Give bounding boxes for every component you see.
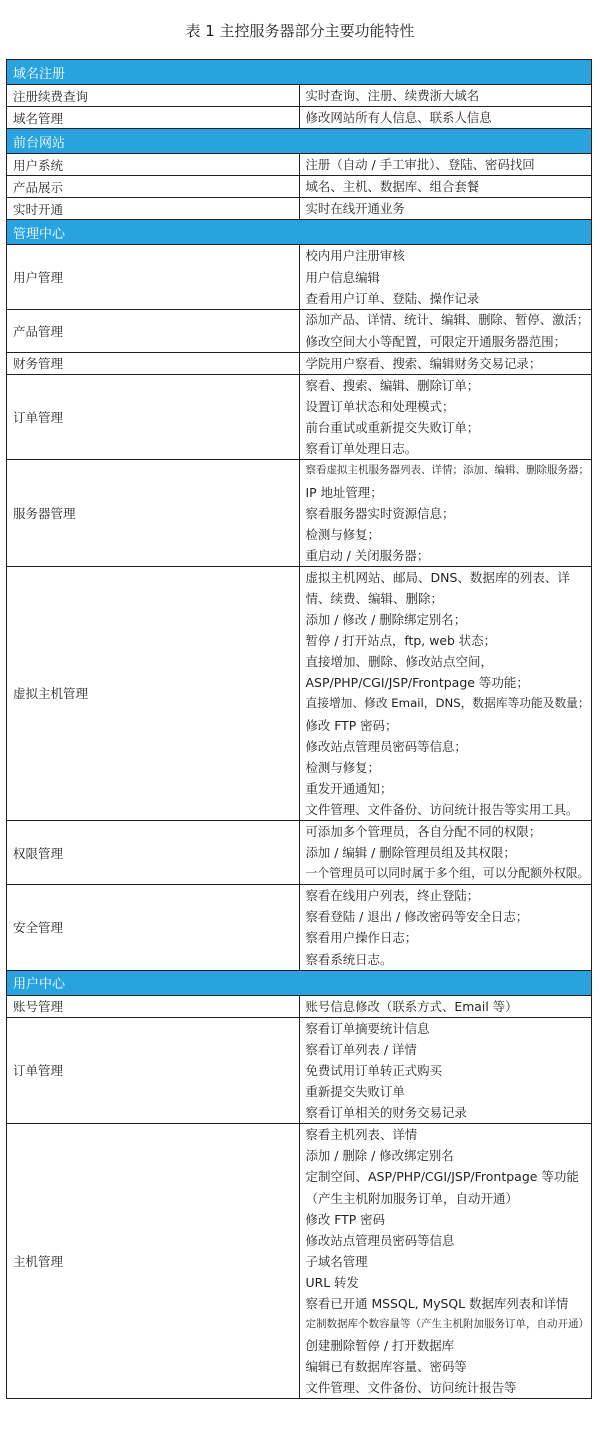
row-label: 权限管理 xyxy=(7,821,300,885)
row-content xyxy=(299,245,592,309)
row-content xyxy=(299,885,592,970)
feature-table-body xyxy=(7,60,592,1399)
section-title: 管理中心 xyxy=(7,220,592,245)
content-line: 定制空间、ASP/PHP/CGI/JSP/Frontpage 等功能（产生主机附加服务订单，自动开通） xyxy=(305,1169,579,1206)
row-label: 用户管理 xyxy=(7,245,300,309)
section-header-row xyxy=(7,129,592,154)
table-row xyxy=(7,309,592,352)
content-line: 设置订单状态和处理模式； xyxy=(305,399,455,415)
content-line: 添加 / 编辑 / 删除管理员组及其权限； xyxy=(305,845,516,861)
content-line: 察看在线用户列表，终止登陆； xyxy=(305,888,480,904)
content-line: 察看主机列表、详情 xyxy=(305,1127,418,1143)
row-content xyxy=(299,107,592,129)
table-row xyxy=(7,821,592,885)
content-line: 账号信息修改（联系方式、Email 等） xyxy=(305,998,518,1014)
content-line: 察看虚拟主机服务器列表、详情；添加、编辑、删除服务器； xyxy=(305,464,589,477)
content-line: 检测与修复； xyxy=(305,759,380,775)
row-content xyxy=(299,995,592,1017)
content-line: 可添加多个管理员，各自分配不同的权限； xyxy=(305,824,542,839)
content-line: 添加 / 修改 / 删除绑定别名； xyxy=(305,612,467,628)
row-label: 服务器管理 xyxy=(7,460,300,566)
content-line: 察看订单摘要统计信息 xyxy=(305,1020,430,1036)
row-label: 订单管理 xyxy=(7,375,300,460)
content-line: 察看用户操作日志； xyxy=(305,930,418,946)
row-content xyxy=(299,176,592,198)
content-line: 重启动 / 关闭服务器； xyxy=(305,547,430,563)
section-title: 域名注册 xyxy=(7,60,592,85)
content-line: 察看登陆 / 退出 / 修改密码等安全日志； xyxy=(305,909,529,925)
content-line: 域名、主机、数据库、组合套餐 xyxy=(305,179,480,195)
content-line: 察看订单处理日志。 xyxy=(305,441,418,457)
row-label: 实时开通 xyxy=(7,198,300,220)
content-line: 修改 FTP 密码 xyxy=(305,1211,385,1227)
row-label: 账号管理 xyxy=(7,995,300,1017)
feature-table xyxy=(6,59,592,1399)
content-line: URL 转发 xyxy=(305,1274,359,1290)
row-content xyxy=(299,352,592,374)
content-line: 察看订单相关的财务交易记录 xyxy=(305,1105,467,1121)
row-label: 主机管理 xyxy=(7,1124,300,1399)
section-header-row xyxy=(7,970,592,995)
content-line: 实时在线开通业务 xyxy=(305,201,405,217)
row-content xyxy=(299,309,592,352)
content-line: 察看、搜索、编辑、删除订单； xyxy=(305,378,480,394)
content-line: 学院用户察看、搜索、编辑财务交易记录； xyxy=(305,355,542,371)
row-label: 注册续费查询 xyxy=(7,85,300,107)
table-row xyxy=(7,198,592,220)
content-line: 修改站点管理员密码等信息 xyxy=(305,1232,455,1248)
content-line: 免费试用订单转正式购买 xyxy=(305,1062,442,1078)
row-content xyxy=(299,375,592,460)
content-line: 添加产品、详情、统计、编辑、删除、暂停、激活； xyxy=(305,312,590,327)
row-content xyxy=(299,1124,592,1399)
row-content xyxy=(299,566,592,820)
content-line: 虚拟主机网站、邮局、DNS、数据库的列表、详情、续费、编辑、删除； xyxy=(305,569,570,606)
content-line: 暂停 / 打开站点，ftp, web 状态； xyxy=(305,633,497,649)
content-line: 修改空间大小等配置，可限定开通服务器范围； xyxy=(305,333,567,349)
section-header-row xyxy=(7,60,592,85)
content-line: 重新提交失败订单 xyxy=(305,1084,405,1100)
table-row xyxy=(7,1017,592,1123)
row-label: 虚拟主机管理 xyxy=(7,566,300,820)
table-row xyxy=(7,107,592,129)
content-line: 修改网站所有人信息、联系人信息 xyxy=(305,110,492,126)
row-label: 域名管理 xyxy=(7,107,300,129)
content-line: 实时查询、注册、续费浙大域名 xyxy=(305,88,480,103)
section-title: 用户中心 xyxy=(7,970,592,995)
content-line: 定制数据库个数容量等（产生主机附加服务订单，自动开通） xyxy=(305,1318,589,1331)
content-line: 文件管理、文件备份、访问统计报告等 xyxy=(305,1380,517,1396)
section-title: 前台网站 xyxy=(7,129,592,154)
row-label: 财务管理 xyxy=(7,352,300,374)
row-label: 产品管理 xyxy=(7,309,300,352)
row-content xyxy=(299,460,592,566)
content-line: 检测与修复； xyxy=(305,526,380,542)
row-label: 用户系统 xyxy=(7,154,300,176)
row-label: 安全管理 xyxy=(7,885,300,970)
content-line: 一个管理员可以同时属于多个组，可以分配额外权限。 xyxy=(305,866,590,881)
row-content xyxy=(299,1017,592,1123)
content-line: 用户信息编辑 xyxy=(305,269,380,285)
content-line: 子域名管理 xyxy=(305,1253,368,1269)
content-line: 察看服务器实时资源信息； xyxy=(305,505,455,521)
content-line: 重发开通通知； xyxy=(305,780,393,796)
table-row xyxy=(7,1124,592,1399)
table-row xyxy=(7,154,592,176)
content-line: 校内用户注册审核 xyxy=(305,248,405,264)
content-line: IP 地址管理； xyxy=(305,484,383,500)
row-content xyxy=(299,85,592,107)
content-line: 直接增加、修改 Email，DNS，数据库等功能及数量； xyxy=(305,696,590,711)
content-line: 添加 / 删除 / 修改绑定别名 xyxy=(305,1148,454,1164)
content-line: 前台重试或重新提交失败订单； xyxy=(305,420,480,436)
table-row xyxy=(7,245,592,309)
content-line: 察看已开通 MSSQL, MySQL 数据库列表和详情 xyxy=(305,1295,569,1311)
table-row xyxy=(7,460,592,566)
table-row xyxy=(7,885,592,970)
row-label: 产品展示 xyxy=(7,176,300,198)
content-line: 修改站点管理员密码等信息； xyxy=(305,738,467,754)
row-content xyxy=(299,821,592,885)
row-label: 订单管理 xyxy=(7,1017,300,1123)
content-line: 察看订单列表 / 详情 xyxy=(305,1041,417,1057)
content-line: 编辑已有数据库容量、密码等 xyxy=(305,1359,467,1375)
table-row xyxy=(7,375,592,460)
content-line: 修改 FTP 密码； xyxy=(305,717,398,733)
content-line: 注册（自动 / 手工审批）、登陆、密码找回 xyxy=(305,157,535,173)
row-content xyxy=(299,154,592,176)
table-row xyxy=(7,995,592,1017)
content-line: 察看系统日志。 xyxy=(305,951,393,967)
content-line: 查看用户订单、登陆、操作记录 xyxy=(305,290,480,306)
table-caption: 表 1 主控服务器部分主要功能特性 xyxy=(185,22,415,40)
table-row xyxy=(7,176,592,198)
table-row xyxy=(7,566,592,820)
table-row xyxy=(7,85,592,107)
content-line: 文件管理、文件备份、访问统计报告等实用工具。 xyxy=(305,801,579,817)
table-row xyxy=(7,352,592,374)
content-line: 创建删除暂停 / 打开数据库 xyxy=(305,1338,455,1354)
row-content xyxy=(299,198,592,220)
section-header-row xyxy=(7,220,592,245)
content-line: 直接增加、删除、修改站点空间，ASP/PHP/CGI/JSP/Frontpage 等功能； xyxy=(305,654,529,691)
